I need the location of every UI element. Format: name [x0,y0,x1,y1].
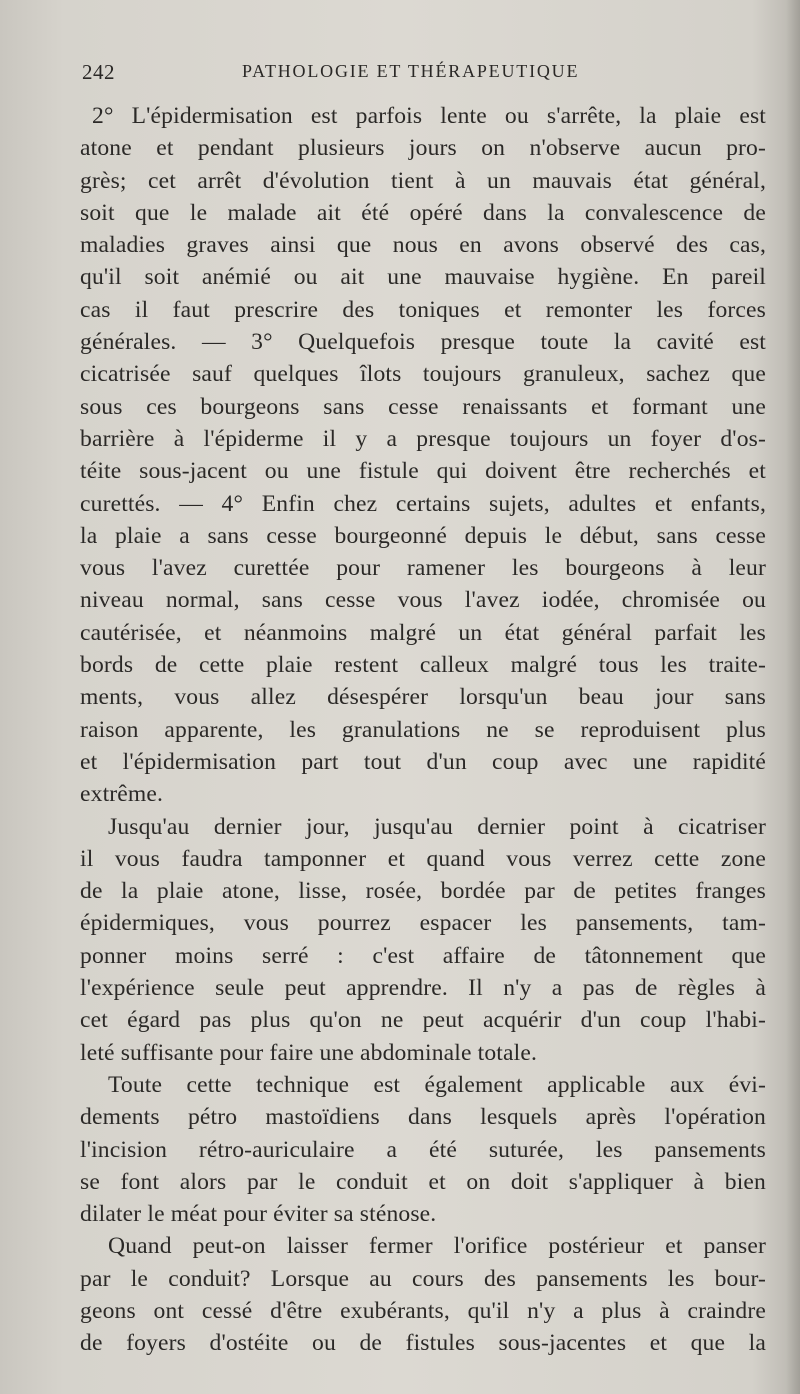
body-text [80,100,766,1360]
text-line: vous l'avez curettée pour ramener les bourgeons à leur [80,555,766,582]
text-line: Jusqu'au dernier jour, jusqu'au dernier point à cicatriser [108,813,766,840]
text-line: cautérisée, et néanmoins malgré un état général parfait les [80,619,766,646]
text-line: maladies graves ainsi que nous en avons observé des cas, [80,232,766,259]
page-edge-shadow [786,0,800,1394]
text-line: l'expérience seule peut apprendre. Il n'y a pas de règles à [80,975,766,1002]
text-line: cet égard pas plus qu'on ne peut acquérir d'un coup l'habi- [80,1007,766,1034]
text-line: grès; cet arrêt d'évolution tient à un mauvais état général, [80,167,766,194]
text-line: la plaie a sans cesse bourgeonné depuis le début, sans cesse [80,522,766,549]
text-line: ments, vous allez désespérer lorsqu'un beau jour sans [80,684,766,711]
text-line: de foyers d'ostéite ou de fistules sous-jacentes et que la [80,1330,766,1357]
text-line: leté suffisante pour faire une abdominale totale. [80,1039,537,1066]
text-line: dements pétro mastoïdiens dans lesquels après l'opération [80,1104,766,1131]
text-line: extrême. [80,781,164,808]
text-line: sous ces bourgeons sans cesse renaissants et formant une [80,393,766,420]
text-line: par le conduit? Lorsque au cours des pansements les bour- [80,1265,766,1292]
text-line: dilater le méat pour éviter sa sténose. [80,1201,437,1228]
text-line: générales. — 3° Quelquefois presque toute la cavité est [80,329,766,356]
text-line: Toute cette technique est également applicable aux évi- [108,1071,766,1098]
text-line: 2° L'épidermisation est parfois lente ou s'arrête, la plaie est [92,103,766,129]
text-line: qu'il soit anémié ou ait une mauvaise hygiène. En pareil [80,264,766,291]
text-line: geons ont cessé d'être exubérants, qu'il n'y a plus à craindre [80,1297,766,1324]
text-line: ponner moins serré : c'est affaire de tâtonnement que [80,942,766,969]
text-line: de la plaie atone, lisse, rosée, bordée par de petites franges [80,878,766,905]
text-line: niveau normal, sans cesse vous l'avez iodée, chromisée ou [80,587,766,614]
text-line: cicatrisée sauf quelques îlots toujours granuleux, sachez que [80,361,766,388]
page-number: 242 [82,60,115,84]
text-line: raison apparente, les granulations ne se reproduisent plus [80,716,766,743]
text-line: l'incision rétro-auriculaire a été suturée, les pansements [80,1136,766,1163]
text-line: soit que le malade ait été opéré dans la convalescence de [80,199,766,226]
text-line: cas il faut prescrire des toniques et remonter les forces [80,296,766,323]
text-line: atone et pendant plusieurs jours on n'observe aucun pro- [80,135,766,162]
text-line: épidermiques, vous pourrez espacer les pansements, tam- [80,910,766,937]
text-line: se font alors par le conduit et on doit s'appliquer à bien [80,1168,766,1195]
text-line: il vous faudra tamponner et quand vous verrez cette zone [80,845,766,872]
running-title: PATHOLOGIE ET THÉRAPEUTIQUE [242,61,580,81]
text-line: téite sous-jacent ou une fistule qui doivent être recherchés et [80,458,766,485]
page-header [82,60,762,90]
text-line: curettés. — 4° Enfin chez certains sujets, adultes et enfants, [80,490,766,517]
text-line: et l'épidermisation part tout d'un coup avec une rapidité [80,748,766,775]
text-line: barrière à l'épiderme il y a presque toujours un foyer d'os- [80,425,766,452]
text-line: Quand peut-on laisser fermer l'orifice postérieur et panser [108,1233,766,1260]
text-line: bords de cette plaie restent calleux malgré tous les traite- [80,652,766,679]
